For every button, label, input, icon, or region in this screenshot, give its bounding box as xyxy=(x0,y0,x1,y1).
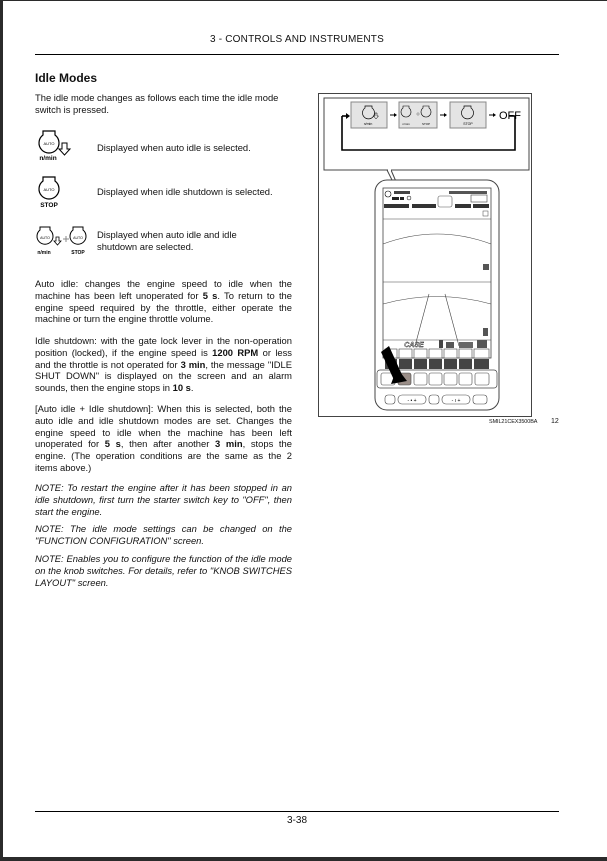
svg-text:n/min: n/min xyxy=(363,122,373,126)
idle-shutdown-description: Displayed when idle shutdown is selected. xyxy=(97,186,273,197)
figure-code: SMIL21CEX3500BA xyxy=(489,419,538,425)
icon-item-auto-idle xyxy=(35,129,295,162)
display-brand: CASE xyxy=(404,342,424,349)
auto-idle-icon xyxy=(35,129,85,163)
svg-text:AUTO: AUTO xyxy=(40,236,50,240)
icon-item-idle-shutdown xyxy=(35,175,295,209)
page-number: 3-38 xyxy=(286,815,307,826)
header-rule xyxy=(35,54,559,55)
icon-item-auto-idle-and-shutdown xyxy=(35,225,295,255)
note-function-configuration: NOTE: The idle mode settings can be changed on the "FUNCTION CONFIGURATION" screen. xyxy=(35,523,292,546)
idle-shutdown-paragraph: Idle shutdown: with the gate lock lever in the non-operation position (locked), if the engine speed is 1200 RPM or less and the throttle is not operated for 3 min, the message "IDLE SHUT DOWN" is displayed on the screen and an alarm sounds, then the engine stops in 10 s. xyxy=(35,335,292,394)
auto-idle-description: Displayed when auto idle is selected. xyxy=(97,142,251,153)
manual-page xyxy=(3,1,607,857)
svg-text:STOP: STOP xyxy=(40,202,58,209)
svg-text:n/min: n/min xyxy=(402,122,410,126)
description-line-2: shutdown are selected. xyxy=(97,241,194,252)
monitor-screen xyxy=(383,188,491,358)
section-title: Idle Modes xyxy=(35,71,98,85)
svg-text:- • +: - • + xyxy=(407,398,417,404)
svg-text:STOP: STOP xyxy=(71,250,85,256)
svg-text:STOP: STOP xyxy=(421,122,431,126)
note-restart: NOTE: To restart the engine after it has been stopped in an idle shutdown, first turn the starter switch key to "OFF", then start the engine. xyxy=(35,482,292,517)
auto-idle-and-shutdown-description xyxy=(97,229,237,253)
svg-text:AUTO: AUTO xyxy=(43,141,55,146)
combined-mode-paragraph: [Auto idle + Idle shutdown]: When this is selected, both the auto idle and idle shutdown modes are set. Changes the engine speed to idle when the machine has been left unoperated for 5 s, then after another 3 min, stops the engine. (The operation conditions are the same as the 2 items above.) xyxy=(35,403,292,473)
svg-text:STOP: STOP xyxy=(463,122,473,126)
note-knob-switches: NOTE: Enables you to configure the function of the idle mode on the knob switches. For details, refer to "KNOB SWITCHES LAYOUT" screen. xyxy=(35,553,292,588)
svg-text:AUTO: AUTO xyxy=(43,187,55,192)
cycle-step-off: OFF xyxy=(499,110,521,122)
intro-paragraph: The idle mode changes as follows each time the idle mode switch is pressed. xyxy=(35,92,279,115)
svg-text:- ı +: - ı + xyxy=(451,398,461,404)
description-line-1: Displayed when auto idle and idle xyxy=(97,229,237,240)
idle-mode-diagram xyxy=(319,94,531,416)
figure-number: 12 xyxy=(551,418,559,425)
idle-shutdown-icon xyxy=(35,175,85,209)
chapter-header: 3 - CONTROLS AND INSTRUMENTS xyxy=(210,34,384,45)
svg-text:n/min: n/min xyxy=(39,155,57,162)
idle-mode-figure xyxy=(318,93,532,417)
footer-rule xyxy=(35,811,559,812)
auto-idle-paragraph: Auto idle: changes the engine speed to idle when the machine has been left unoperated for 5 s. To return to the engine speed required by the throttle, either operate the machine or turn the engine throttle volume. xyxy=(35,278,292,325)
svg-text:AUTO: AUTO xyxy=(73,236,83,240)
auto-idle-and-shutdown-icon xyxy=(35,225,95,257)
svg-text:n/min: n/min xyxy=(37,250,51,256)
